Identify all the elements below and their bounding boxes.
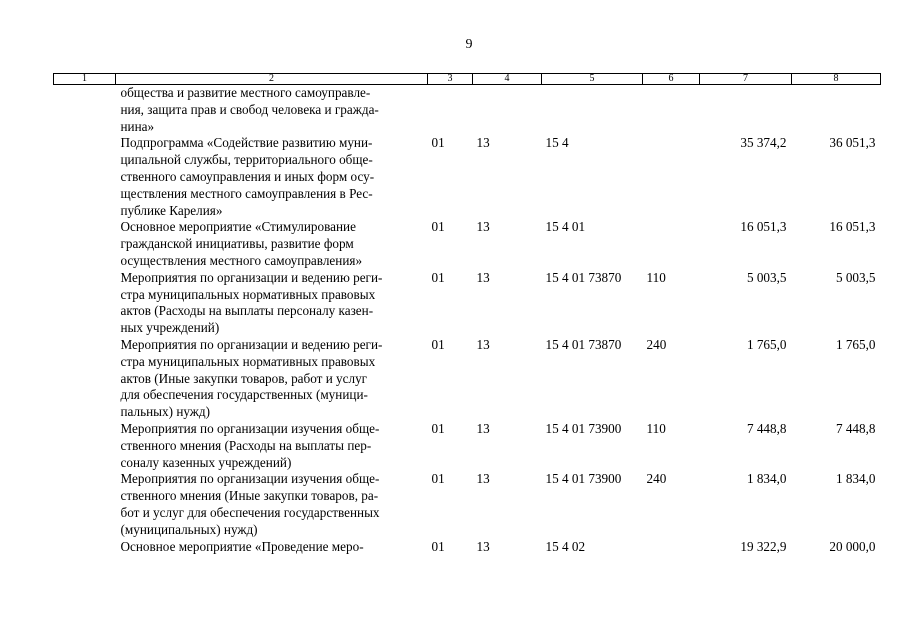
budget-table-container (53, 73, 880, 555)
target-item-code-cell: 15 4 01 73870 (545, 269, 622, 285)
table-row (54, 539, 881, 556)
col-1-cell (54, 85, 116, 136)
amount-year-1-cell: 7 448,8 (746, 420, 787, 436)
subsection-code-cell: 13 (476, 269, 490, 285)
expense-name-cell: Подпрограмма «Содействие развитию муни- ципальной службы, территориального обще- ственного самоуправления и иных форм осу- ществления местного самоуправления в Рес- публике Карелия» (120, 135, 375, 218)
subsection-code-cell: 13 (476, 336, 490, 352)
expense-type-code-cell (643, 135, 700, 219)
amount-year-2-cell: 7 448,8 (835, 420, 876, 436)
expense-type-code-cell (643, 85, 700, 136)
expense-type-code-cell: 110 (646, 269, 666, 285)
header-cell-6: 6 (643, 74, 700, 85)
col-1-cell (54, 337, 116, 421)
section-code-cell: 01 (431, 219, 445, 235)
target-item-code-cell: 15 4 (545, 135, 569, 151)
target-item-code-cell: 15 4 01 (545, 219, 586, 235)
target-item-code-cell (542, 85, 643, 136)
header-cell-2: 2 (116, 74, 428, 85)
expense-type-code-cell: 110 (646, 420, 666, 436)
section-code-cell: 01 (431, 269, 445, 285)
expense-name-cell: Мероприятия по организации и ведению реги- стра муниципальных нормативных правовых актов (Иные закупки товаров, работ и услуг для обеспечения государственных (муници- пальных) нужд) (120, 336, 383, 420)
amount-year-2-cell: 1 765,0 (835, 336, 876, 352)
header-cell-4: 4 (473, 74, 542, 85)
expense-name-cell: Мероприятия по организации и ведению реги- стра муниципальных нормативных правовых актов (Расходы на выплаты персоналу казен- ных учреждений) (120, 269, 383, 336)
amount-year-2-cell: 16 051,3 (829, 219, 876, 235)
subsection-code-cell: 13 (476, 135, 490, 151)
table-body (54, 85, 881, 556)
col-1-cell (54, 539, 116, 556)
amount-year-1-cell (700, 85, 792, 136)
expense-name-cell: Мероприятия по организации изучения обще- ственного мнения (Иные закупки товаров, ра- бот и услуг для обеспечения государственных (муниципальных) нужд) (120, 471, 380, 537)
amount-year-1-cell: 1 834,0 (746, 471, 787, 487)
table-row (54, 471, 881, 538)
header-cell-8: 8 (792, 74, 881, 85)
table-row (54, 219, 881, 269)
section-code-cell: 01 (431, 135, 445, 151)
target-item-code-cell: 15 4 02 (545, 538, 586, 554)
amount-year-1-cell: 5 003,5 (746, 269, 787, 285)
table-row (54, 270, 881, 337)
col-1-cell (54, 471, 116, 538)
expense-type-code-cell (643, 539, 700, 556)
table-header (54, 74, 881, 85)
target-item-code-cell: 15 4 01 73870 (545, 336, 622, 352)
header-cell-1: 1 (54, 74, 116, 85)
amount-year-2-cell: 20 000,0 (829, 538, 876, 554)
amount-year-2-cell (792, 85, 881, 136)
target-item-code-cell: 15 4 01 73900 (545, 420, 622, 436)
target-item-code-cell: 15 4 01 73900 (545, 471, 622, 487)
expense-name-cell: Мероприятия по организации изучения обще- ственного мнения (Расходы на выплаты пер- соналу казенных учреждений) (120, 420, 380, 470)
section-code-cell: 01 (431, 538, 445, 554)
table-row (54, 337, 881, 421)
amount-year-2-cell: 1 834,0 (835, 471, 876, 487)
section-code-cell: 01 (431, 471, 445, 487)
amount-year-1-cell: 35 374,2 (740, 135, 787, 151)
col-1-cell (54, 219, 116, 269)
section-code-cell (428, 85, 473, 136)
header-cell-5: 5 (542, 74, 643, 85)
expense-name-cell: Основное мероприятие «Проведение меро- (120, 538, 364, 554)
header-row (54, 74, 881, 85)
expense-name-cell: Основное мероприятие «Стимулирование гражданской инициативы, развитие форм осуществления местного самоуправления» (120, 219, 363, 268)
header-cell-7: 7 (700, 74, 792, 85)
expense-type-code-cell: 240 (646, 336, 667, 352)
header-cell-3: 3 (428, 74, 473, 85)
page-number: 9 (465, 37, 473, 52)
expense-name-cell: общества и развитие местного самоуправле- ния, защита прав и свобод человека и гражда- нина» (120, 85, 379, 134)
amount-year-2-cell: 36 051,3 (829, 135, 876, 151)
section-code-cell: 01 (431, 420, 445, 436)
table-row (54, 85, 881, 136)
col-1-cell (54, 135, 116, 219)
col-1-cell (54, 421, 116, 471)
table-row (54, 135, 881, 219)
subsection-code-cell: 13 (476, 471, 490, 487)
subsection-code-cell (473, 85, 542, 136)
section-code-cell: 01 (431, 336, 445, 352)
budget-table (53, 73, 881, 555)
amount-year-2-cell: 5 003,5 (835, 269, 876, 285)
subsection-code-cell: 13 (476, 420, 490, 436)
amount-year-1-cell: 16 051,3 (740, 219, 787, 235)
expense-type-code-cell: 240 (646, 471, 667, 487)
col-1-cell (54, 270, 116, 337)
amount-year-1-cell: 1 765,0 (746, 336, 787, 352)
amount-year-1-cell: 19 322,9 (740, 538, 787, 554)
subsection-code-cell: 13 (476, 538, 490, 554)
table-row (54, 421, 881, 471)
subsection-code-cell: 13 (476, 219, 490, 235)
expense-type-code-cell (643, 219, 700, 269)
